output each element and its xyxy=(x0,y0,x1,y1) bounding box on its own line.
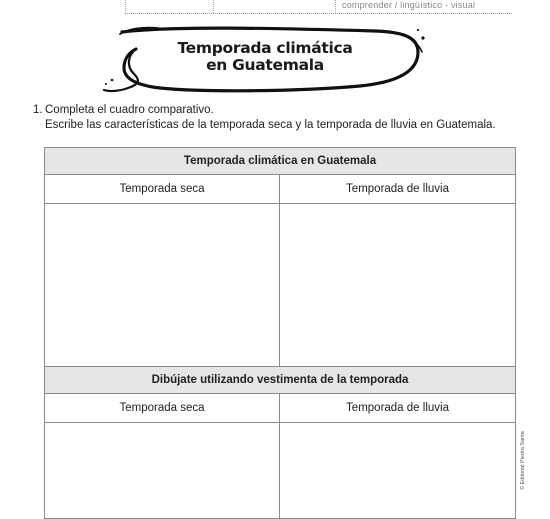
instruction xyxy=(33,103,496,133)
drawing-cell-rain[interactable] xyxy=(280,423,516,519)
divider xyxy=(125,0,126,13)
answer-cell-rain[interactable] xyxy=(280,204,516,367)
title-line-2: en Guatemala xyxy=(206,56,324,74)
column-header-dry: Temporada seca xyxy=(45,175,280,204)
instruction-number: 1. xyxy=(33,104,43,116)
table-row xyxy=(45,367,516,394)
skills-label: comprender / lingüístico - visual xyxy=(342,0,476,10)
table-row xyxy=(45,423,516,519)
section-heading: Temporada climática en Guatemala xyxy=(45,148,516,175)
column-header-rain: Temporada de lluvia xyxy=(280,394,516,423)
table-row xyxy=(45,148,516,175)
section-heading: Dibújate utilizando vestimenta de la temporada xyxy=(45,367,516,394)
column-header-dry: Temporada seca xyxy=(45,394,280,423)
drawing-cell-dry[interactable] xyxy=(45,423,280,519)
comparison-table xyxy=(44,147,516,519)
table-row xyxy=(45,175,516,204)
column-header-rain: Temporada de lluvia xyxy=(280,175,516,204)
instruction-line-1: Completa el cuadro comparativo. xyxy=(45,104,214,116)
answer-cell-dry[interactable] xyxy=(45,204,280,367)
divider xyxy=(125,13,512,14)
divider xyxy=(213,0,214,13)
title-banner xyxy=(100,22,430,102)
table-row xyxy=(45,394,516,423)
divider xyxy=(335,0,336,13)
page-title xyxy=(100,40,430,74)
title-line-1: Temporada climática xyxy=(177,39,353,57)
instruction-line-2: Escribe las características de la temporada seca y la temporada de lluvia en Guatemala. xyxy=(45,119,496,131)
publisher-credit: © Editorial Piedra Santa xyxy=(520,431,526,490)
table-row xyxy=(45,204,516,367)
